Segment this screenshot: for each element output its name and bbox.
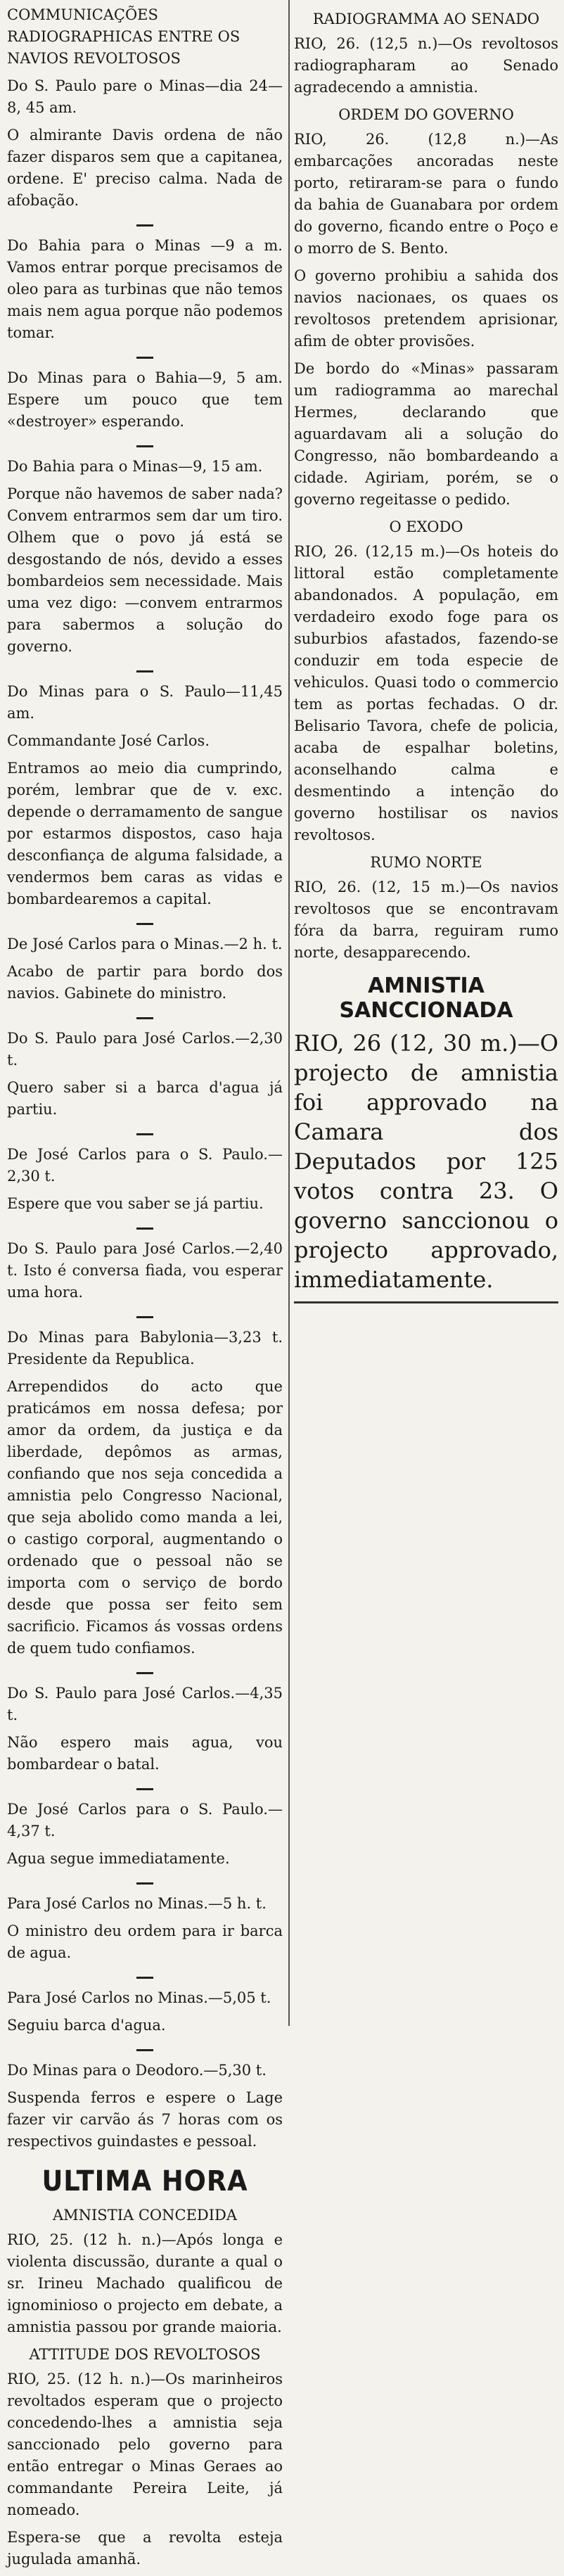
dispatch: Do Minas para Babylonia—3,23 t. Presidente da Republica.	[7, 1329, 283, 1367]
end-rule	[294, 1301, 558, 1303]
separator	[136, 1017, 153, 1019]
separator	[136, 1882, 153, 1885]
dispatch-text: Entramos ao meio dia cumprindo, porém, lembrar que de v. exc. depende o derramamento de sangue por estarmos dispostos, caso haja desconfiança de alguma falsidade, a vendermos bem caras as vidas e bombardearemos a capital.	[7, 760, 283, 907]
separator	[136, 1228, 153, 1230]
dispatch-text: Seguiu barca d'agua.	[7, 2017, 166, 2034]
exodo-title: O EXODO	[389, 518, 463, 535]
separator	[136, 1133, 153, 1135]
ordem-text-3: De bordo do «Minas» passaram um radiogramma ao marechal Hermes, declarando que aguardavam ali a solução do Congresso, não bombardeando a cidade. Agiriam, porém, se o governo regeitasse o pedido.	[294, 360, 558, 508]
dispatch: Do S. Paulo pare o Minas—dia 24—8, 45 am.	[7, 77, 283, 116]
dispatch: Do S. Paulo para José Carlos.—2,30 t.	[7, 1030, 283, 1069]
dispatch: De José Carlos para o Minas.—2 h. t.	[7, 936, 283, 952]
section-title: COMMUNICAÇÕES RADIOGRAPHICAS ENTRE OS NAVIOS REVOLTOSOS	[7, 6, 241, 67]
rumo-title: RUMO NORTE	[370, 854, 482, 871]
rumo-text: RIO, 26. (12, 15 m.)—Os navios revoltosos que se encontravam fóra da barra, reguiram rumo norte, desapparecendo.	[294, 879, 558, 961]
dispatch-text: Suspenda ferros e espere o Lage fazer vir carvão ás 7 horas com os respectivos guindastes e pessoal.	[7, 2089, 283, 2150]
column-divider	[288, 0, 290, 2026]
ordem-text: RIO, 26. (12,8 n.)—As embarcações ancoradas neste porto, retiraram-se para o fundo da bahia de Guanabara por ordem do governo, ficando entre o Poço e o morro de S. Bento.	[294, 131, 558, 257]
amnistia-concedida-title: AMNISTIA CONCEDIDA	[52, 2207, 238, 2224]
dispatch: Do Minas para o Bahia—9, 5 am. Espere um pouco que tem «destroyer» esperando.	[7, 369, 283, 430]
dispatch: Do S. Paulo para José Carlos.—2,40 t. Isto é conversa fiada, vou esperar uma hora.	[7, 1240, 283, 1301]
separator	[136, 224, 153, 227]
attitude-text: RIO, 25. (12 h. n.)—Os marinheiros revoltados esperam que o projecto concedendo-lhes a amnistia seja sanccionado pelo governo para então entregar o Minas Geraes ao commandante Pereira Leite, já nomeado.	[7, 2371, 283, 2518]
dispatch-text: Espere que vou saber se já partiu.	[7, 1195, 264, 1212]
dispatch: Do S. Paulo para José Carlos.—4,35 t.	[7, 1685, 283, 1723]
ordem-title: ORDEM DO GOVERNO	[338, 106, 514, 123]
dispatch: Do Minas para o S. Paulo—11,45 am.	[7, 683, 283, 722]
attitude-title: ATTITUDE DOS REVOLTOSOS	[29, 2346, 261, 2363]
dispatch-text: Arrependidos do acto que praticámos em nossa defesa; por amor da ordem, da justiça e da liberdade, depômos as armas, confiando que nos seja concedida a amnistia pelo Congresso Nacional, que seja abolido como manda a lei, o castigo corporal, augmentando o ordenado que o pessoal não se importa com o serviço de bordo desde que possa ser feito sem sacrificio. Ficamos ás vossas ordens de quem tudo confiamos.	[7, 1378, 283, 1657]
dispatch: Do Bahia para o Minas —9 a m. Vamos entrar porque precisamos de oleo para as turbinas que não temos mais nem agua porque não podemos tomar.	[7, 237, 283, 341]
amnistia-concedida-text: RIO, 25. (12 h. n.)—Após longa e violenta discussão, durante a qual o sr. Irineu Machado qualificou de ignominioso o projecto em debate, a amnistia passou por grande maioria.	[7, 2231, 283, 2335]
exodo-text: RIO, 26. (12,15 m.)—Os hoteis do littoral estão completamente abandonados. A população, em verdadeiro exodo foge para os suburbios afastados, fazendo-se conduzir em toda especie de vehiculos. Quasi todo o commercio tem as portas fechadas. O dr. Belisario Tavora, chefe de policia, acaba de espalhar boletins, aconselhando calma e desmentindo a intenção do governo hostilisar os navios revoltosos.	[294, 543, 558, 843]
separator	[136, 670, 153, 672]
amnistia-sanccionada-headline: AMNISTIA SANCCIONADA	[339, 974, 513, 1023]
dispatch: De José Carlos para o S. Paulo.—4,37 t.	[7, 1801, 283, 1839]
dispatch-text: Acabo de partir para bordo dos navios. Gabinete do ministro.	[7, 963, 283, 1002]
right-column	[294, 4, 558, 1311]
dispatch-text: O ministro deu ordem para ir barca de agua.	[7, 1923, 283, 1961]
dispatch: Do Minas para o Deodoro.—5,30 t.	[7, 2062, 267, 2079]
closing-line: Espera-se que a revolta esteja jugulada amanhã.	[7, 2529, 283, 2568]
separator	[136, 445, 153, 447]
left-column	[7, 4, 283, 2576]
dispatch: De José Carlos para o S. Paulo.—2,30 t.	[7, 1146, 283, 1185]
ordem-text-2: O governo prohibiu a sahida dos navios nacionaes, os quaes os revoltosos pretendem aprisionar, afim de obter provisões.	[294, 267, 558, 350]
dispatch-text: Porque não havemos de saber nada? Convem entrarmos sem dar um tiro. Olhem que o povo já está se desgostando de nós, devido a esses bombardeios sem necessidade. Mais uma vez digo: —convem entrarmos para sabermos a solução do governo.	[7, 485, 283, 655]
separator	[136, 1672, 153, 1674]
dispatch-text: Commandante José Carlos.	[7, 732, 210, 749]
ultima-hora-headline: ULTIMA HORA	[41, 2165, 248, 2198]
separator	[136, 1788, 153, 1790]
dispatch-text: Não espero mais agua, vou bombardear o batal.	[7, 1734, 283, 1773]
amnistia-sanccionada-text: RIO, 26 (12, 30 m.)—O projecto de amnistia foi approvado na Camara dos Deputados por 125 votos contra 23. O governo sanccionou o projecto approvado, immediatamente.	[294, 1030, 558, 1293]
dispatch: Para José Carlos no Minas.—5 h. t.	[7, 1895, 267, 1912]
dispatch-text: Agua segue immediatamente.	[7, 1850, 230, 1867]
dispatch: Do Bahia para o Minas—9, 15 am.	[7, 458, 263, 475]
dispatch-text: Quero saber si a barca d'agua já partiu.	[7, 1079, 283, 1118]
separator	[136, 1977, 153, 1979]
separator	[136, 1316, 153, 1318]
separator	[136, 2049, 153, 2051]
separator	[136, 357, 153, 359]
dispatch-text: O almirante Davis ordena de não fazer disparos sem que a capitanea, ordene. E' preciso calma. Nada de afobação.	[7, 127, 283, 209]
senado-title: RADIOGRAMMA AO SENADO	[312, 11, 540, 27]
separator	[136, 923, 153, 925]
senado-text: RIO, 26. (12,5 n.)—Os revoltosos radiographaram ao Senado agradecendo a amnistia.	[294, 35, 558, 96]
dispatch: Para José Carlos no Minas.—5,05 t.	[7, 1989, 271, 2006]
